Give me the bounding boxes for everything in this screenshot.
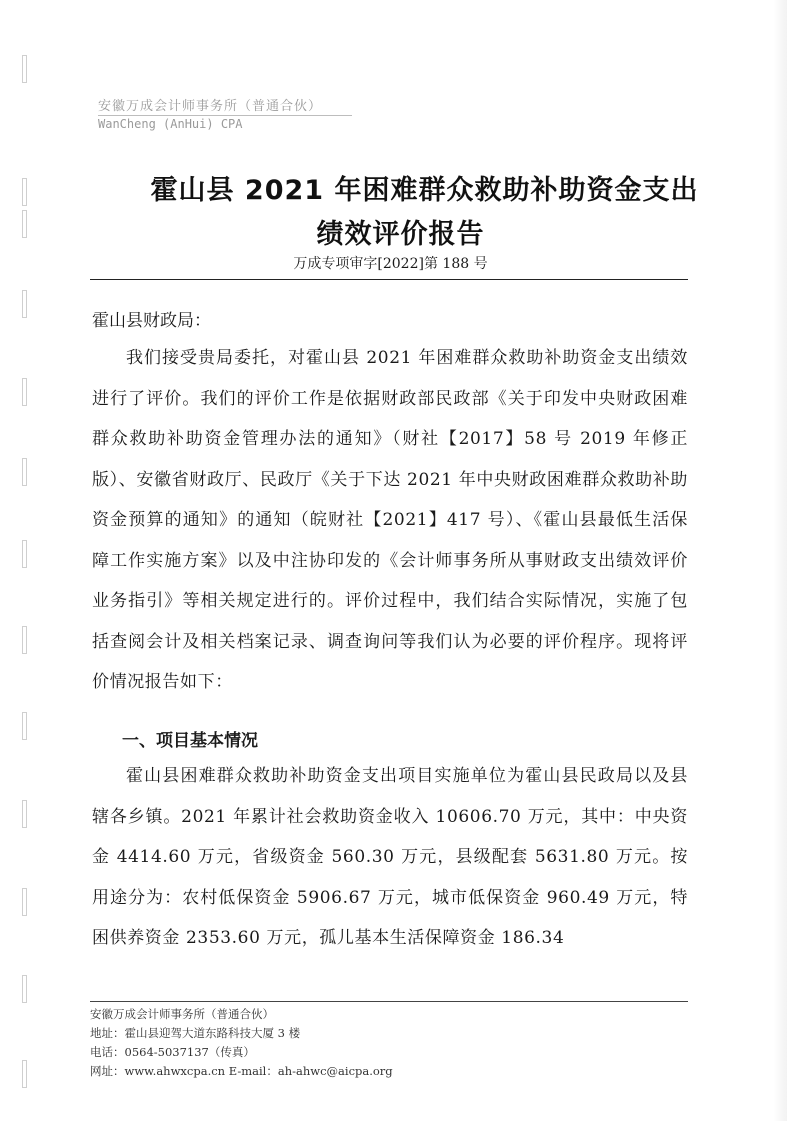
project-overview-paragraph: 霍山县困难群众救助补助资金支出项目实施单位为霍山县民政局以及县辖各乡镇。2021 年累计社会救助资金收入 10606.70 万元，其中：中央资金 4414.60 万元，省级资金 560.30 万元，县级配套 5631.80 万元。按用途分为：农村低保资金 5906.67 万元，城市低保资金 960.49 万元，特困供养资金 2353.60 万元，孤儿基本生活保障资金 186.34 bbox=[92, 766, 688, 948]
binding-mark bbox=[22, 378, 27, 406]
footer-phone: 电话：0564-5037137（传真） bbox=[90, 1045, 255, 1059]
binding-mark bbox=[22, 626, 27, 654]
binding-mark bbox=[22, 975, 27, 1003]
binding-mark bbox=[22, 458, 27, 486]
binding-mark bbox=[22, 178, 27, 206]
salutation: 霍山县财政局： bbox=[92, 311, 211, 331]
binding-mark bbox=[22, 55, 27, 83]
footer-website-email: 网址：www.ahwxcpa.cn E-mail：ah-ahwc@aicpa.org bbox=[90, 1064, 393, 1078]
letterhead-firm-name-english: WanCheng (AnHui) CPA bbox=[98, 117, 243, 131]
binding-mark bbox=[22, 540, 27, 568]
section-heading: 一、项目基本情况 bbox=[122, 731, 258, 751]
title-divider bbox=[90, 279, 688, 280]
binding-mark bbox=[22, 290, 27, 318]
binding-mark bbox=[22, 712, 27, 740]
binding-mark bbox=[22, 1060, 27, 1088]
footer-address: 地址：霍山县迎驾大道东路科技大厦 3 楼 bbox=[90, 1026, 301, 1040]
document-number: 万成专项审字[2022]第 188 号 bbox=[293, 256, 488, 272]
intro-paragraph: 我们接受贵局委托，对霍山县 2021 年困难群众救助补助资金支出绩效进行了评价。我们的评价工作是依据财政部民政部《关于印发中央财政困难群众救助补助资金管理办法的通知》（财社【2017】58 号 2019 年修正版）、安徽省财政厅、民政厅《关于下达 2021 年中央财政困难群众救助补助资金预算的通知》的通知（皖财社【2021】417 号）、《霍山县最低生活保障工作实施方案》以及中注协印发的《会计师事务所从事财政支出绩效评价业务指引》等相关规定进行的。评价过程中，我们结合实际情况，实施了包括查阅会计及相关档案记录、调查询问等我们认为必要的评价程序。现将评价情况报告如下： bbox=[92, 348, 688, 692]
letterhead-firm-name: 安徽万成会计师事务所（普通合伙） bbox=[98, 95, 352, 116]
binding-mark bbox=[22, 800, 27, 828]
footer-divider bbox=[90, 1001, 688, 1002]
footer-firm-name: 安徽万成会计师事务所（普通合伙） bbox=[90, 1007, 274, 1021]
binding-mark bbox=[22, 888, 27, 916]
report-title-line-2: 绩效评价报告 bbox=[316, 219, 485, 250]
report-title-line-1: 霍山县 2021 年困难群众救助补助资金支出 bbox=[150, 175, 699, 206]
